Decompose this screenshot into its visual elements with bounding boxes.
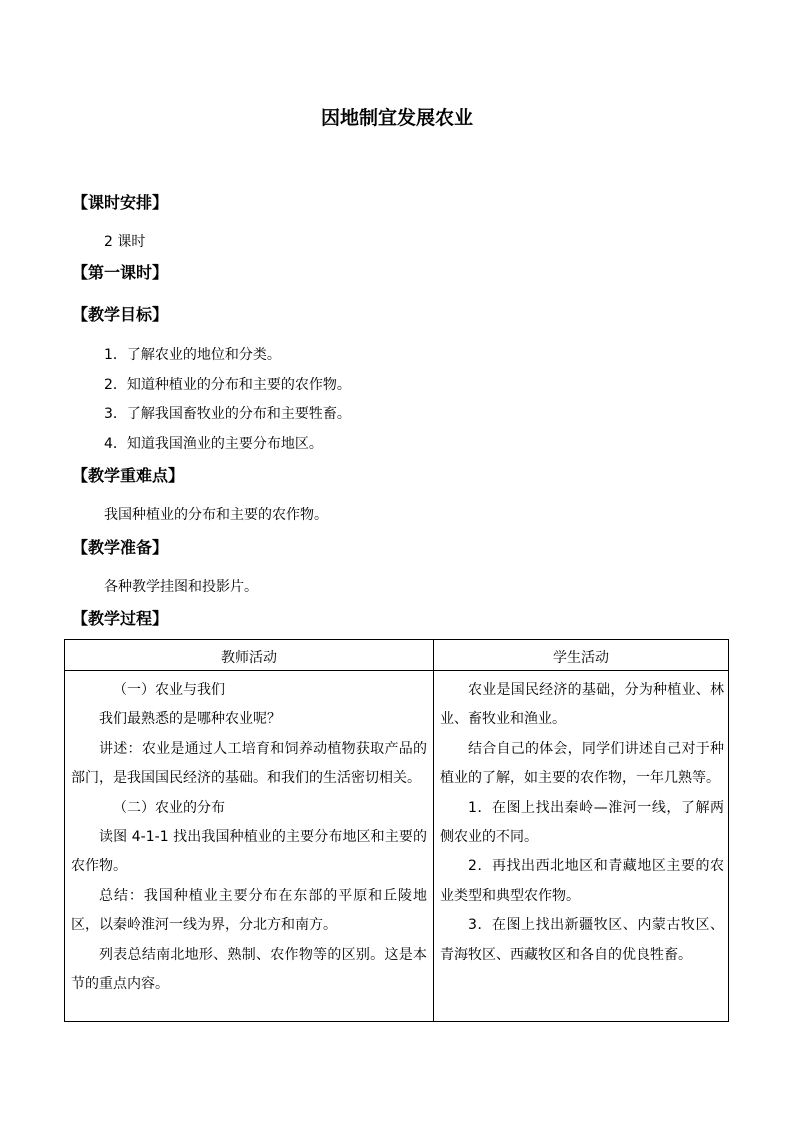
- student-paragraph: 1．在图上找出秦岭—淮河一线，了解两侧农业的不同。: [440, 799, 724, 846]
- teacher-paragraph: 讲述：农业是通过人工培育和饲养动植物获取产品的部门，是我国国民经济的基础。和我们的生活密切相关。: [71, 740, 427, 787]
- process-table: [64, 639, 729, 1022]
- preparation-text: 各种教学挂图和投影片。: [104, 579, 258, 595]
- heading-schedule: 【课时安排】: [72, 193, 169, 212]
- goal-item: 3．了解我国畜牧业的分布和主要牲畜。: [104, 406, 351, 422]
- teacher-paragraph: （二）农业的分布: [113, 799, 225, 816]
- heading-preparation: 【教学准备】: [72, 538, 169, 557]
- header-teacher: 教师活动: [221, 650, 277, 666]
- heading-first-lesson: 【第一课时】: [72, 263, 169, 282]
- teacher-paragraph: （一）农业与我们: [113, 682, 225, 698]
- teacher-paragraph: 总结：我国种植业主要分布在东部的平原和丘陵地区，以秦岭淮河一线为界，分北方和南方。: [71, 887, 427, 934]
- heading-key-points: 【教学重难点】: [72, 466, 185, 485]
- student-paragraph: 农业是国民经济的基础，分为种植业、林业、畜牧业和渔业。: [440, 682, 724, 728]
- header-student: 学生活动: [553, 650, 609, 666]
- student-activity-cell: [440, 676, 724, 970]
- goal-item: 4．知道我国渔业的主要分布地区。: [104, 436, 323, 452]
- key-points-text: 我国种植业的分布和主要的农作物。: [104, 507, 328, 523]
- heading-process: 【教学过程】: [72, 609, 169, 628]
- student-paragraph: 3．在图上找出新疆牧区、内蒙古牧区、青海牧区、西藏牧区和各自的优良牲畜。: [440, 917, 724, 963]
- goal-item: 2．知道种植业的分布和主要的农作物。: [104, 377, 351, 393]
- heading-goals: 【教学目标】: [72, 305, 169, 324]
- teacher-paragraph: 列表总结南北地形、熟制、农作物等的区别。这是本节的重点内容。: [71, 946, 427, 993]
- goal-item: 1．了解农业的地位和分类。: [104, 347, 281, 363]
- teacher-paragraph: 读图 4-1-1 找出我国种植业的主要分布地区和主要的农作物。: [71, 829, 427, 875]
- schedule-text: 2 课时: [104, 234, 146, 250]
- student-paragraph: 2．再找出西北地区和青藏地区主要的农业类型和典型农作物。: [440, 858, 724, 904]
- teacher-paragraph: 我们最熟悉的是哪种农业呢？: [99, 711, 281, 728]
- page-title: 因地制宜发展农业: [320, 107, 473, 129]
- column-divider: [433, 640, 434, 1021]
- table-header-row: [65, 640, 728, 671]
- teacher-activity-cell: [71, 676, 427, 999]
- student-paragraph: 结合自己的体会，同学们讲述自己对于种植业的了解，如主要的农作物，一年几熟等。: [440, 740, 724, 787]
